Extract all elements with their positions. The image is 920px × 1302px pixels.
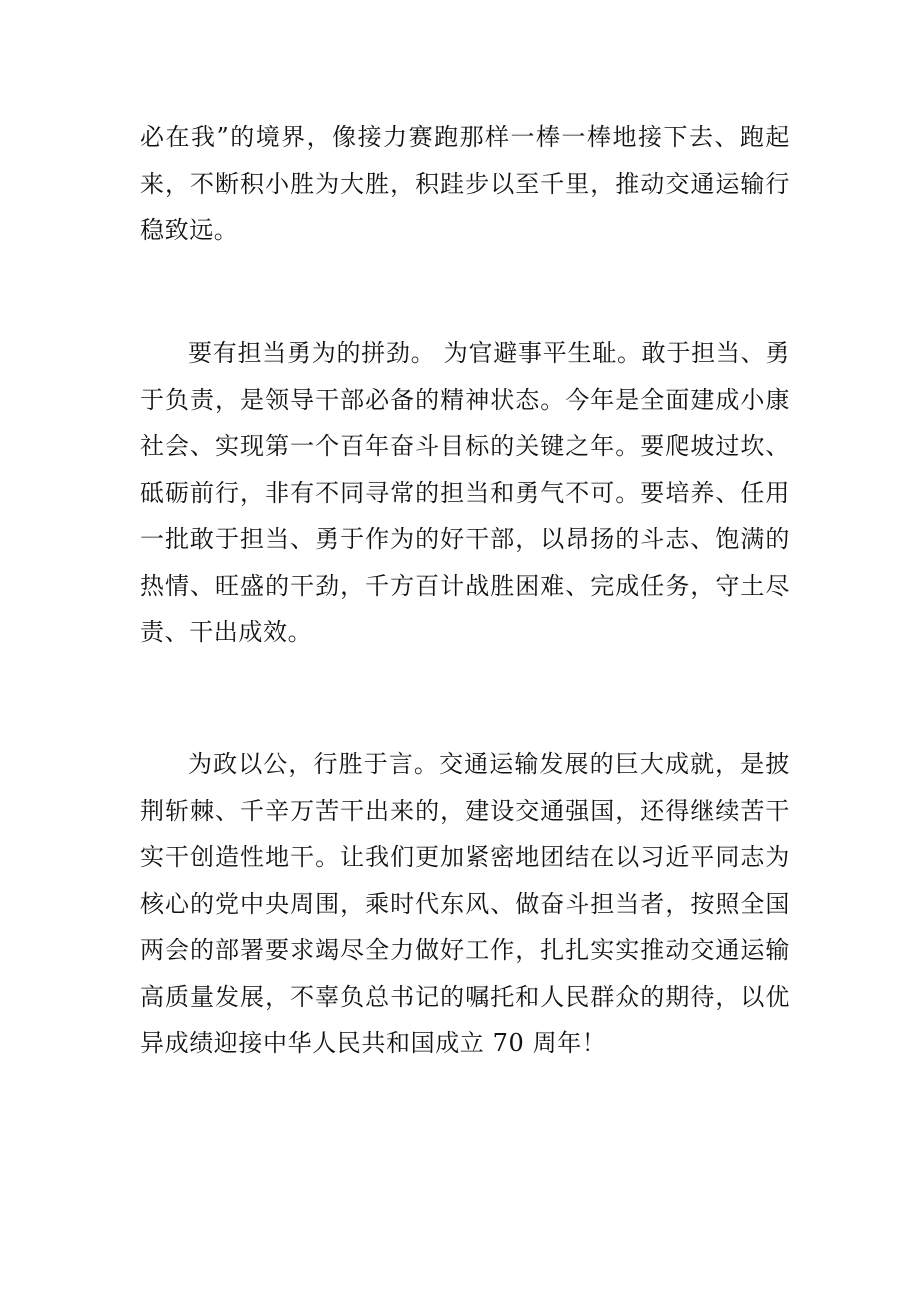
paragraph-conclusion: 为政以公，行胜于言。交通运输发展的巨大成就，是披荆斩棘、千辛万苦干出来的，建设交通强国，还得继续苦干实干创造性地干。让我们更加紧密地团结在以习近平同志为核心的党中央周围，乘时代东风、做奋斗担当者，按照全国两会的部署要求竭尽全力做好工作，扎扎实实推动交通运输高质量发展，不辜负总书记的嘱托和人民群众的期待，以优异成绩迎接中华人民共和国成立 70 周年！ <box>140 750 790 1057</box>
paragraph-responsibility: 要有担当勇为的拼劲。 为官避事平生耻。敢于担当、勇于负责，是领导干部必备的精神状态。今年是全面建成小康社会、实现第一个百年奋斗目标的关键之年。要爬坡过坎、砥砺前行，非有不同寻常的担当和勇气不可。要培养、任用一批敢于担当、勇于作为的好干部，以昂扬的斗志、饱满的热情、旺盛的干劲，千方百计战胜困难、完成任务，守土尽责、干出成效。 <box>140 339 790 646</box>
paragraph-continuation: 必在我”的境界，像接力赛跑那样一棒一棒地接下去、跑起来，不断积小胜为大胜，积跬步以至千里，推动交通运输行稳致远。 <box>140 123 790 244</box>
